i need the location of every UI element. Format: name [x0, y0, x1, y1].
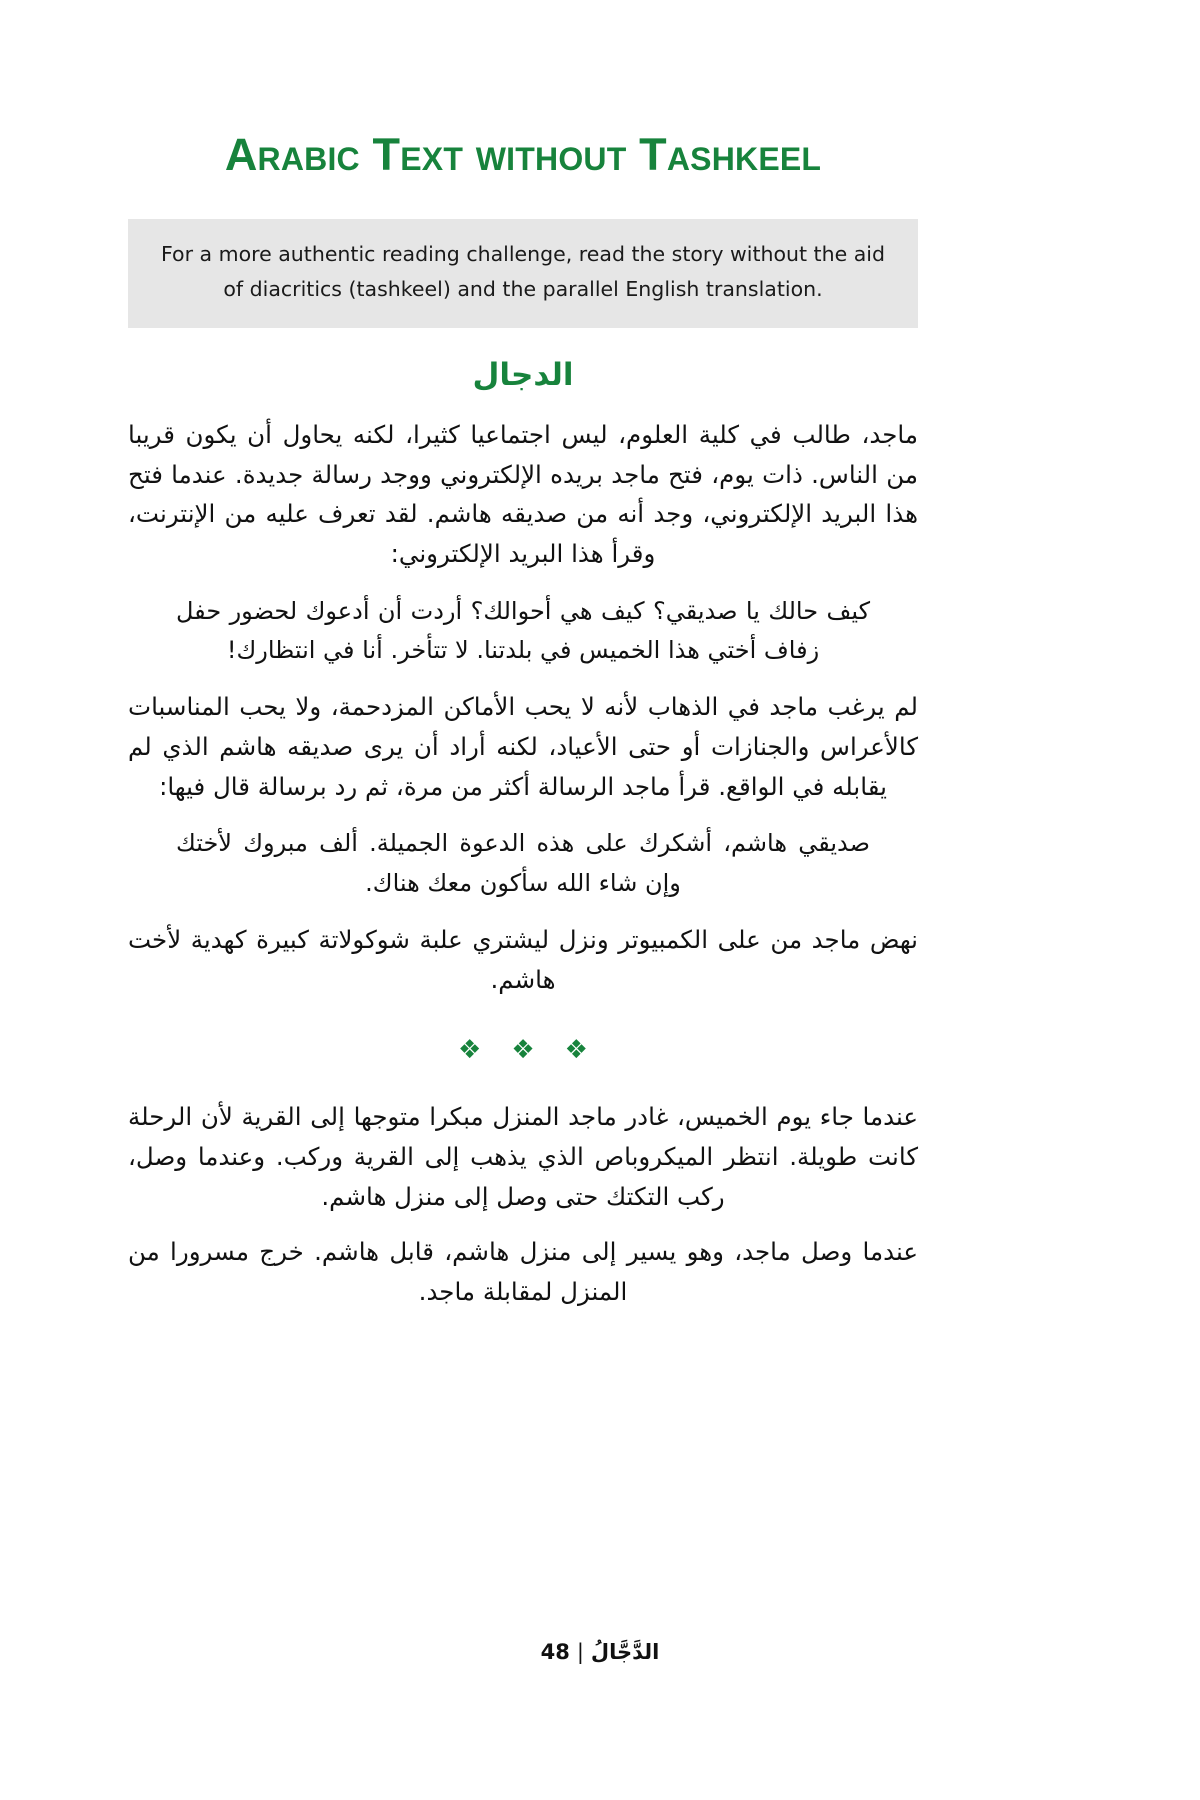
story-heading: الدجال [472, 356, 574, 393]
ornament-diamond-icon: ❖ [564, 1035, 618, 1066]
page-footer [0, 1640, 1200, 1664]
intro-callout-box [128, 219, 918, 328]
page-content [128, 0, 918, 1312]
story-paragraph-2: لم يرغب ماجد في الذهاب لأنه لا يحب الأماكن المزدحمة، ولا يحب المناسبات كالأعراس والجنازات أو حتى الأعياد، لكنه أراد أن يرى صديقه هاشم الذي لم يقابله في الواقع. قرأ ماجد الرسالة أكثر من مرة، ثم رد برسالة قال فيها: [128, 692, 918, 801]
footer-book-name: الدَّجَّالُ [590, 1640, 660, 1664]
story-paragraph-4: عندما جاء يوم الخميس، غادر ماجد المنزل مبكرا متوجها إلى القرية لأن الرحلة كانت طويلة. انتظر الميكروباص الذي يذهب إلى القرية وركب. وعندما وصل، ركب التكتك حتى وصل إلى منزل هاشم. [128, 1102, 918, 1211]
ornament-diamond-icon: ❖ [511, 1035, 565, 1066]
story-quote-2: صديقي هاشم، أشكرك على هذه الدعوة الجميلة. ألف مبروك لأختك وإن شاء الله سأكون معك هناك. [176, 829, 870, 898]
story-paragraph-1: ماجد، طالب في كلية العلوم، ليس اجتماعيا كثيرا، لكنه يحاول أن يكون قريبا من الناس. ذات يوم، فتح ماجد بريده الإلكتروني ووجد رسالة جديدة. عندما فتح هذا البريد الإلكتروني، وجد أنه من صديقه هاشم. لقد تعرف عليه من الإنترنت، وقرأ هذا البريد الإلكتروني: [128, 419, 918, 568]
ornament-diamond-icon: ❖ [458, 1035, 512, 1066]
story-paragraph-3: نهض ماجد من على الكمبيوتر ونزل ليشتري علبة شوكولاتة كبيرة كهدية لأخت هاشم. [128, 925, 918, 994]
story-quote-1: كيف حالك يا صديقي؟ كيف هي أحوالك؟ أردت أن أدعوك لحضور حفل زفاف أختي هذا الخميس في بلدتنا. لا تتأخر. أنا في انتظارك! [176, 596, 870, 665]
footer-page-number: 48 [540, 1640, 570, 1664]
page-title: Arabic Text without Tashkeel [224, 129, 822, 180]
footer-separator: | [576, 1640, 584, 1664]
intro-callout-text: For a more authentic reading challenge, read the story without the aid of diacritics (tashkeel) and the parallel English translation. [160, 242, 885, 302]
story-paragraph-5: عندما وصل ماجد، وهو يسير إلى منزل هاشم، قابل هاشم. خرج مسرورا من المنزل لمقابلة ماجد. [128, 1237, 918, 1307]
ornament-divider [128, 1035, 918, 1066]
